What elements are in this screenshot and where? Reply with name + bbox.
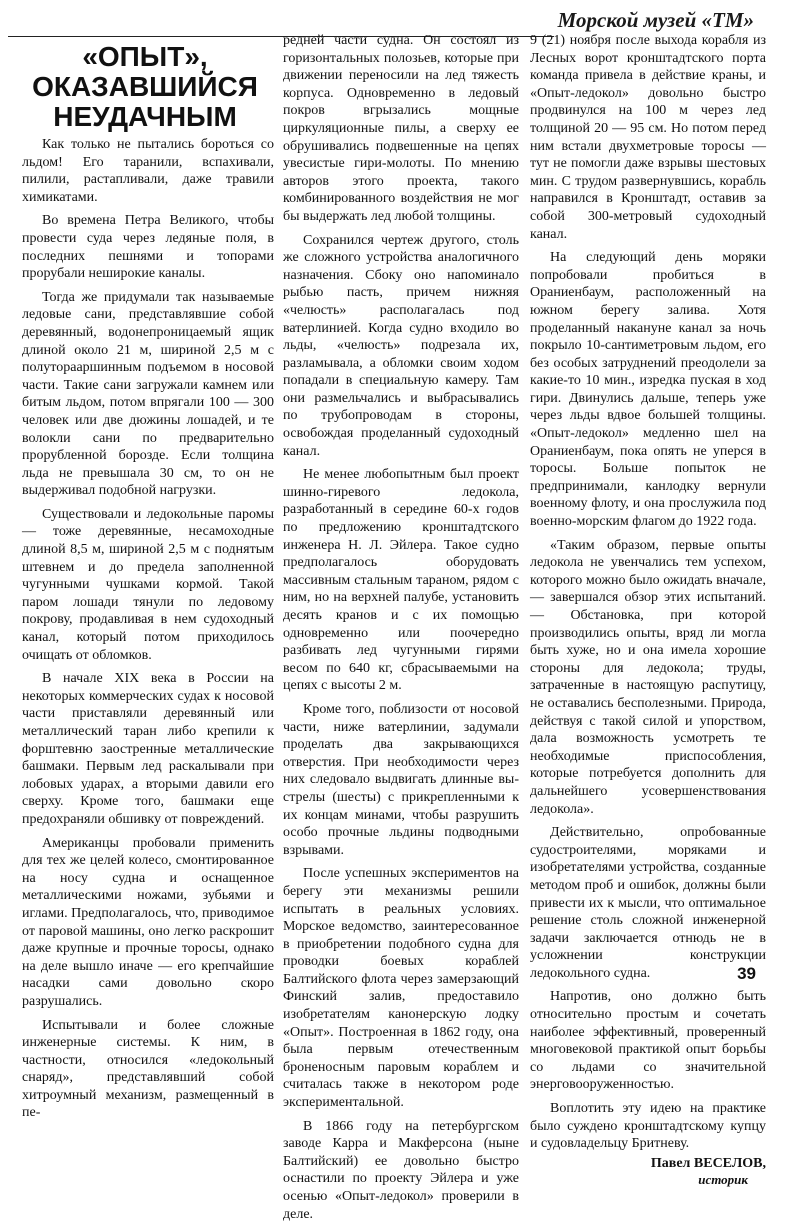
author-role: историк xyxy=(698,1171,748,1187)
paragraph: Сохранился чертеж другого, столь же сложного устройства аналогичного назначения. Сбоку оно напоминало рыбью пасть, причем нижняя «челюсть» располагалась под ватерлинией. Когда судно входило во льды, «челюсть» подрезала их, разламывала, а обломки своим ходом попадали в специальную камеру. Там они размельчались и выбрасывались по трубопроводам в стороны, освобождая проделанный судоходный канал. xyxy=(283,232,519,459)
paragraph: Тогда же придумали так называемые ледовые сани, представлявшие собой деревянный, водонепроницаемый ящик длиной около 21 м, шириной 2,5 м с полуторааршинным подъемом в носовой части. Такие сани загружали камнем или битым льдом, потом впрягали 100 — 300 человек или две дюжины лошадей, и те волокли сани по предварительно прорубленной борозде. Если толщина льда не превышала 30 см, то он не выдерживал подобной нагрузки. xyxy=(22,289,274,499)
paragraph: Как только не пытались бороться со льдом! Его таранили, вспахивали, пилили, растапливали, даже травили химикатами. xyxy=(22,137,274,205)
paragraph: Кроме того, поблизости от носовой части, ниже ватерлинии, задумали проделать два закрывающихся отверстия. При необходимости через них следовало выдвигать длинные вы-стрелы (шесты) с прикрепленными к их концам минами, чтобы разрушить особо прочные льдины подводными взрывами. xyxy=(283,701,519,858)
page-number: 39 xyxy=(737,964,756,983)
headline-line-3: НЕУДАЧНЫМ xyxy=(53,101,237,132)
text-column-2 xyxy=(283,32,519,1222)
headline-line-2: ОКАЗАВШИЙСЯ xyxy=(32,71,258,102)
paragraph: Существовали и ледокольные паромы — тоже деревянные, несамоходные длиной 8,5 м, шириной 2,5 м с поднятым штевнем и до предела заполненной чугунными чушками кормой. Такой паром лошади тянули по ледовому покрову, продавливая в нем судоходный канал, который потом приходилось очищать от обломков. xyxy=(22,506,274,663)
paragraph: Напротив, оно должно быть относительно простым и сочетать наиболее эффективный, проверенный многовековой практикой опыт борьбы со льдами со значительной энерговооруженностью. xyxy=(530,989,766,1093)
section-title: Морской музей «ТМ» xyxy=(557,8,754,32)
paragraph: Действительно, опробованные судостроителями, моряками и изобретателями устройства, созданные методом проб и ошибок, должны были привести их к мысли, что оптимальное решение столь сложной инженерной задачи заключается отнюдь не в усложнении конструкции ледокольного судна. xyxy=(530,825,766,981)
paragraph: Американцы пробовали применить для тех же целей колесо, смонтированное на носу судна и оснащенное металлическими ножами, зубьями и иглами. Предполагалось, что, приводимое от паровой машины, оно легко раскрошит даже крупные и прочные торосы, однако на деле вышло иначе — его крепчайшие насадки сами довольно скоро разрушались. xyxy=(22,835,274,1009)
paragraph: Во времена Петра Великого, чтобы провести суда через ледяные поля, в последних пешнями и топорами прорубали неширокие каналы. xyxy=(22,213,274,282)
paragraph: Испытывали и более сложные инженерные системы. К ним, в частности, относился «ледокольный снаряд», представлявший собой хитроумный механизм, размещенный в пе- xyxy=(22,1017,274,1121)
paragraph: Воплотить эту идею на практике было суждено кронштадтскому купцу и судовладельцу Бритневу. xyxy=(530,1101,766,1152)
paragraph: 9 (21) ноября после выхода корабля из Лесных ворот кронштадтского порта команда привела в действие краны, и «Опыт-ледокол» довольно быстро продвинулся на 100 м через лед толщиной 20 — 95 см. Но потом перед ним встали двухметровые торосы — тут не помогли даже взрывы шестовых мин. С трудом развернувшись, корабль направился в Кронштадт, оставив за собой 300-метровый судоходный канал. xyxy=(530,33,766,242)
paragraph: В 1866 году на петербургском заводе Карра и Макферсона (ныне Балтийский) ее довольно быстро оснастили по проекту Эйлера и уже осенью «Опыт-ледокол» проверили в деле. xyxy=(283,1118,519,1222)
text-column-1 xyxy=(22,136,274,1121)
paragraph: После успешных экспериментов на берегу эти механизмы решили испытать в реальных условиях. Морское ведомство, заинтересованное в приобретении подобного судна для проводки боевых кораблей Балтийского флота через замерзающий Финский залив, предоставило изобретателям канонерскую лодку «Опыт». Построенная в 1862 году, она была первым отечественным броненосным паровым кораблем и считалась также в некотором роде экспериментальной. xyxy=(283,866,519,1111)
paragraph: «Таким образом, первые опыты ледокола не увенчались тем успехом, которого можно было ожидать вначале,— завершался обзор этих испытаний.— Обстановка, при которой производились опыты, вряд ли могла быть хуже, но и она имела хорошие стороны для ледокола; труды, затраченные в настоящую распутицу, не оставались бесполезными. Природа, действуя с такой силой и упорством, дала возможность усмотреть те необходимые приспособления, которые потребуется дополнить для дальнейшего усовершенствования ледокола». xyxy=(530,537,766,817)
headline-line-1: «ОПЫТ», xyxy=(82,41,208,72)
paragraph: На следующий день моряки попробовали пробиться в Ораниенбаум, расположенный на южном берегу залива. Хотя проделанный накануне канал за ночь покрыло 10-сантиметровым льдом, его без особых затруднений преодолели за какие-то 10 мин., изредка пуская в ход гири. Двинулись дальше, теперь уже через льды вдвое большей толщины. «Опыт-ледокол» медленно шел на Ораниенбаум, пока опять не уперся в торосы. Больше попыток не предпринимали, канлодку вернули военному флоту, и она прослужила под военно-морским флагом до 1922 года. xyxy=(530,250,766,530)
article-headline xyxy=(20,42,270,132)
paragraph: Не менее любопытным был проект шинно-гиревого ледокола, разработанный в середине 60-х годов по предложению кронштадтского инженера Н. Л. Эйлера. Такое судно предполагалось оборудовать массивным стальным тараном, рядом с ним, но на верхней палубе, установить десять кранов и с их помощью одновременно или поочередно разбивать лед чугунными гирями весом по 640 кг, сбрасываемыми на цепях с высоты 2 м. xyxy=(283,467,519,694)
paragraph: В начале XIX века в России на некоторых коммерческих судах к носовой части приставляли деревянный или металлический таран либо крепили к форштевню заостренные металлические башмаки. Первым лед раскалывали при лобовых ударах, а вторыми давили его сверху. Кроме того, башмаки еще предохраняли обшивку от повреждений. xyxy=(22,671,274,827)
author-name: Павел ВЕСЕЛОВ, xyxy=(650,1155,766,1171)
paragraph: редней части судна. Он состоял из горизонтальных полозьев, которые при движении переносили на лед тяжесть корпуса. Одновременно в ледовый покров вгрызались мощные циркуляционные пилы, а сверху ее обрушивались подвешенные на цепях увесистые гири-молоты. По мнению авторов этого проекта, такого комбинированного воздействия не мог бы выдержать лед любой толщины. xyxy=(283,33,519,224)
